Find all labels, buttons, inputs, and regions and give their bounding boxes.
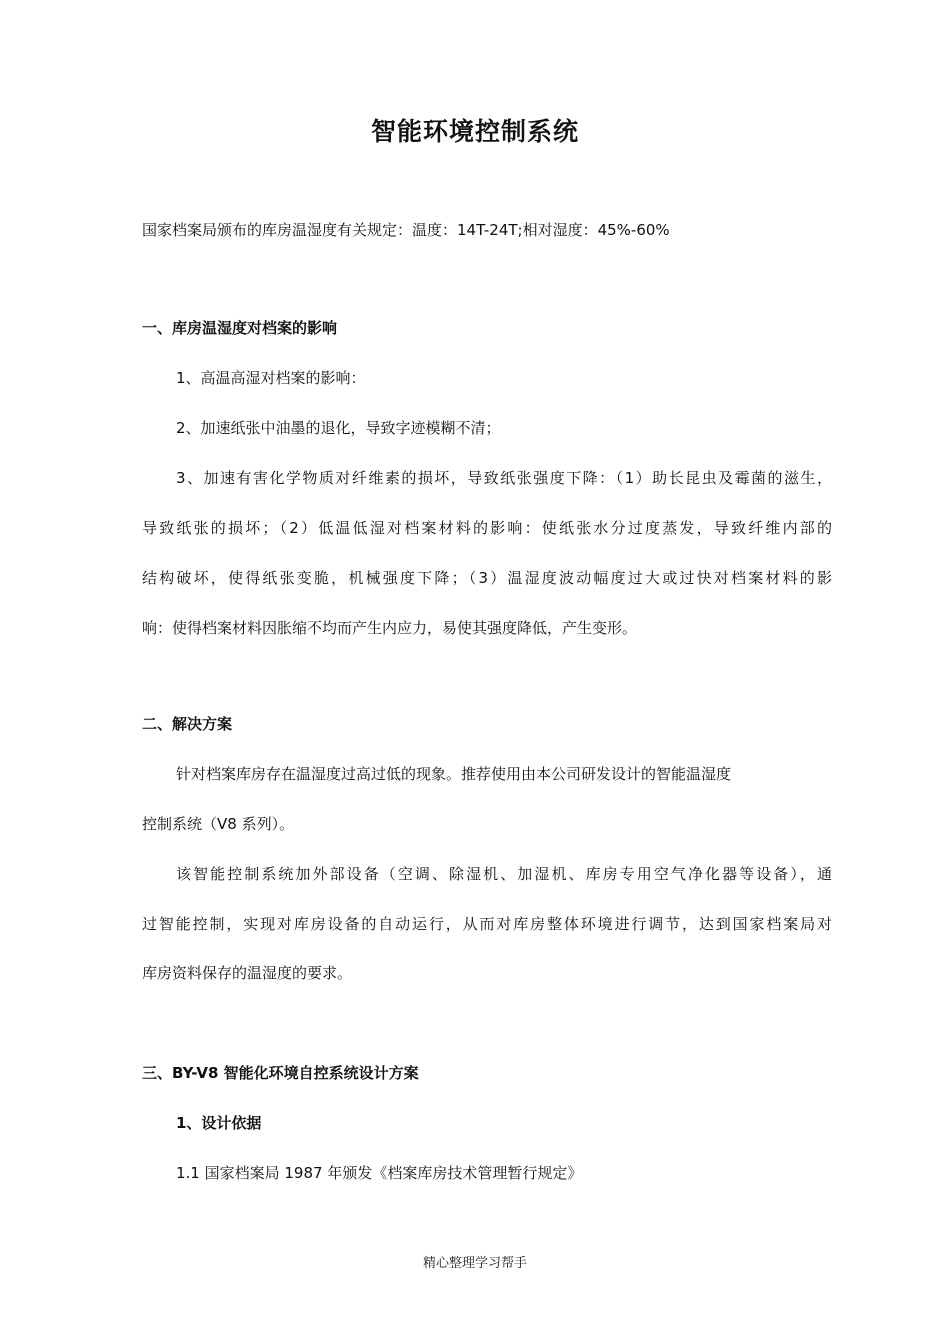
impact-item-3-line-2: 导致纸张的损坏；（2）低温低湿对档案材料的影响：使纸张水分过度蒸发，导致纤维内部的 (142, 519, 832, 537)
impact-item-3-line-4: 响：使得档案材料因胀缩不均而产生内应力，易使其强度降低，产生变形。 (142, 619, 638, 637)
impact-item-3-line-1: 3、加速有害化学物质对纤维素的损坏，导致纸张强度下降：（1）助长昆虫及霉菌的滋生， (176, 469, 832, 487)
solution-paragraph-1-line-1: 针对档案库房存在温湿度过高过低的现象。推荐使用由本公司研发设计的智能温湿度 (176, 765, 732, 783)
solution-paragraph-1-line-2: 控制系统（V8 系列）。 (142, 815, 295, 833)
solution-paragraph-2-line-3: 库房资料保存的温湿度的要求。 (142, 964, 353, 982)
design-basis-item-1: 1.1 国家档案局 1987 年颁发《档案库房技术管理暂行规定》 (176, 1164, 583, 1182)
impact-item-1: 1、高温高湿对档案的影响： (176, 369, 366, 387)
solution-paragraph-2-line-1: 该智能控制系统加外部设备（空调、除湿机、加湿机、库房专用空气净化器等设备），通 (176, 865, 832, 883)
solution-paragraph-2-line-2: 过智能控制，实现对库房设备的自动运行，从而对库房整体环境进行调节，达到国家档案局对 (142, 915, 832, 933)
section-heading-design: 三、BY-V8 智能化环境自控系统设计方案 (142, 1064, 419, 1082)
design-basis-heading: 1、设计依据 (176, 1114, 262, 1132)
page-title: 智能环境控制系统 (370, 117, 579, 146)
page-footer: 精心整理学习帮手 (422, 1256, 527, 1271)
section-heading-solution: 二、解决方案 (142, 715, 233, 733)
section-heading-impact: 一、库房温湿度对档案的影响 (142, 319, 338, 337)
intro-paragraph: 国家档案局颁布的库房温湿度有关规定：温度：14T-24T;相对湿度：45%-60% (142, 221, 670, 239)
impact-item-2: 2、加速纸张中油墨的退化，导致字迹模糊不清； (176, 419, 501, 437)
impact-item-3-line-3: 结构破坏，使得纸张变脆，机械强度下降；（3）温湿度波动幅度过大或过快对档案材料的影 (142, 569, 832, 587)
